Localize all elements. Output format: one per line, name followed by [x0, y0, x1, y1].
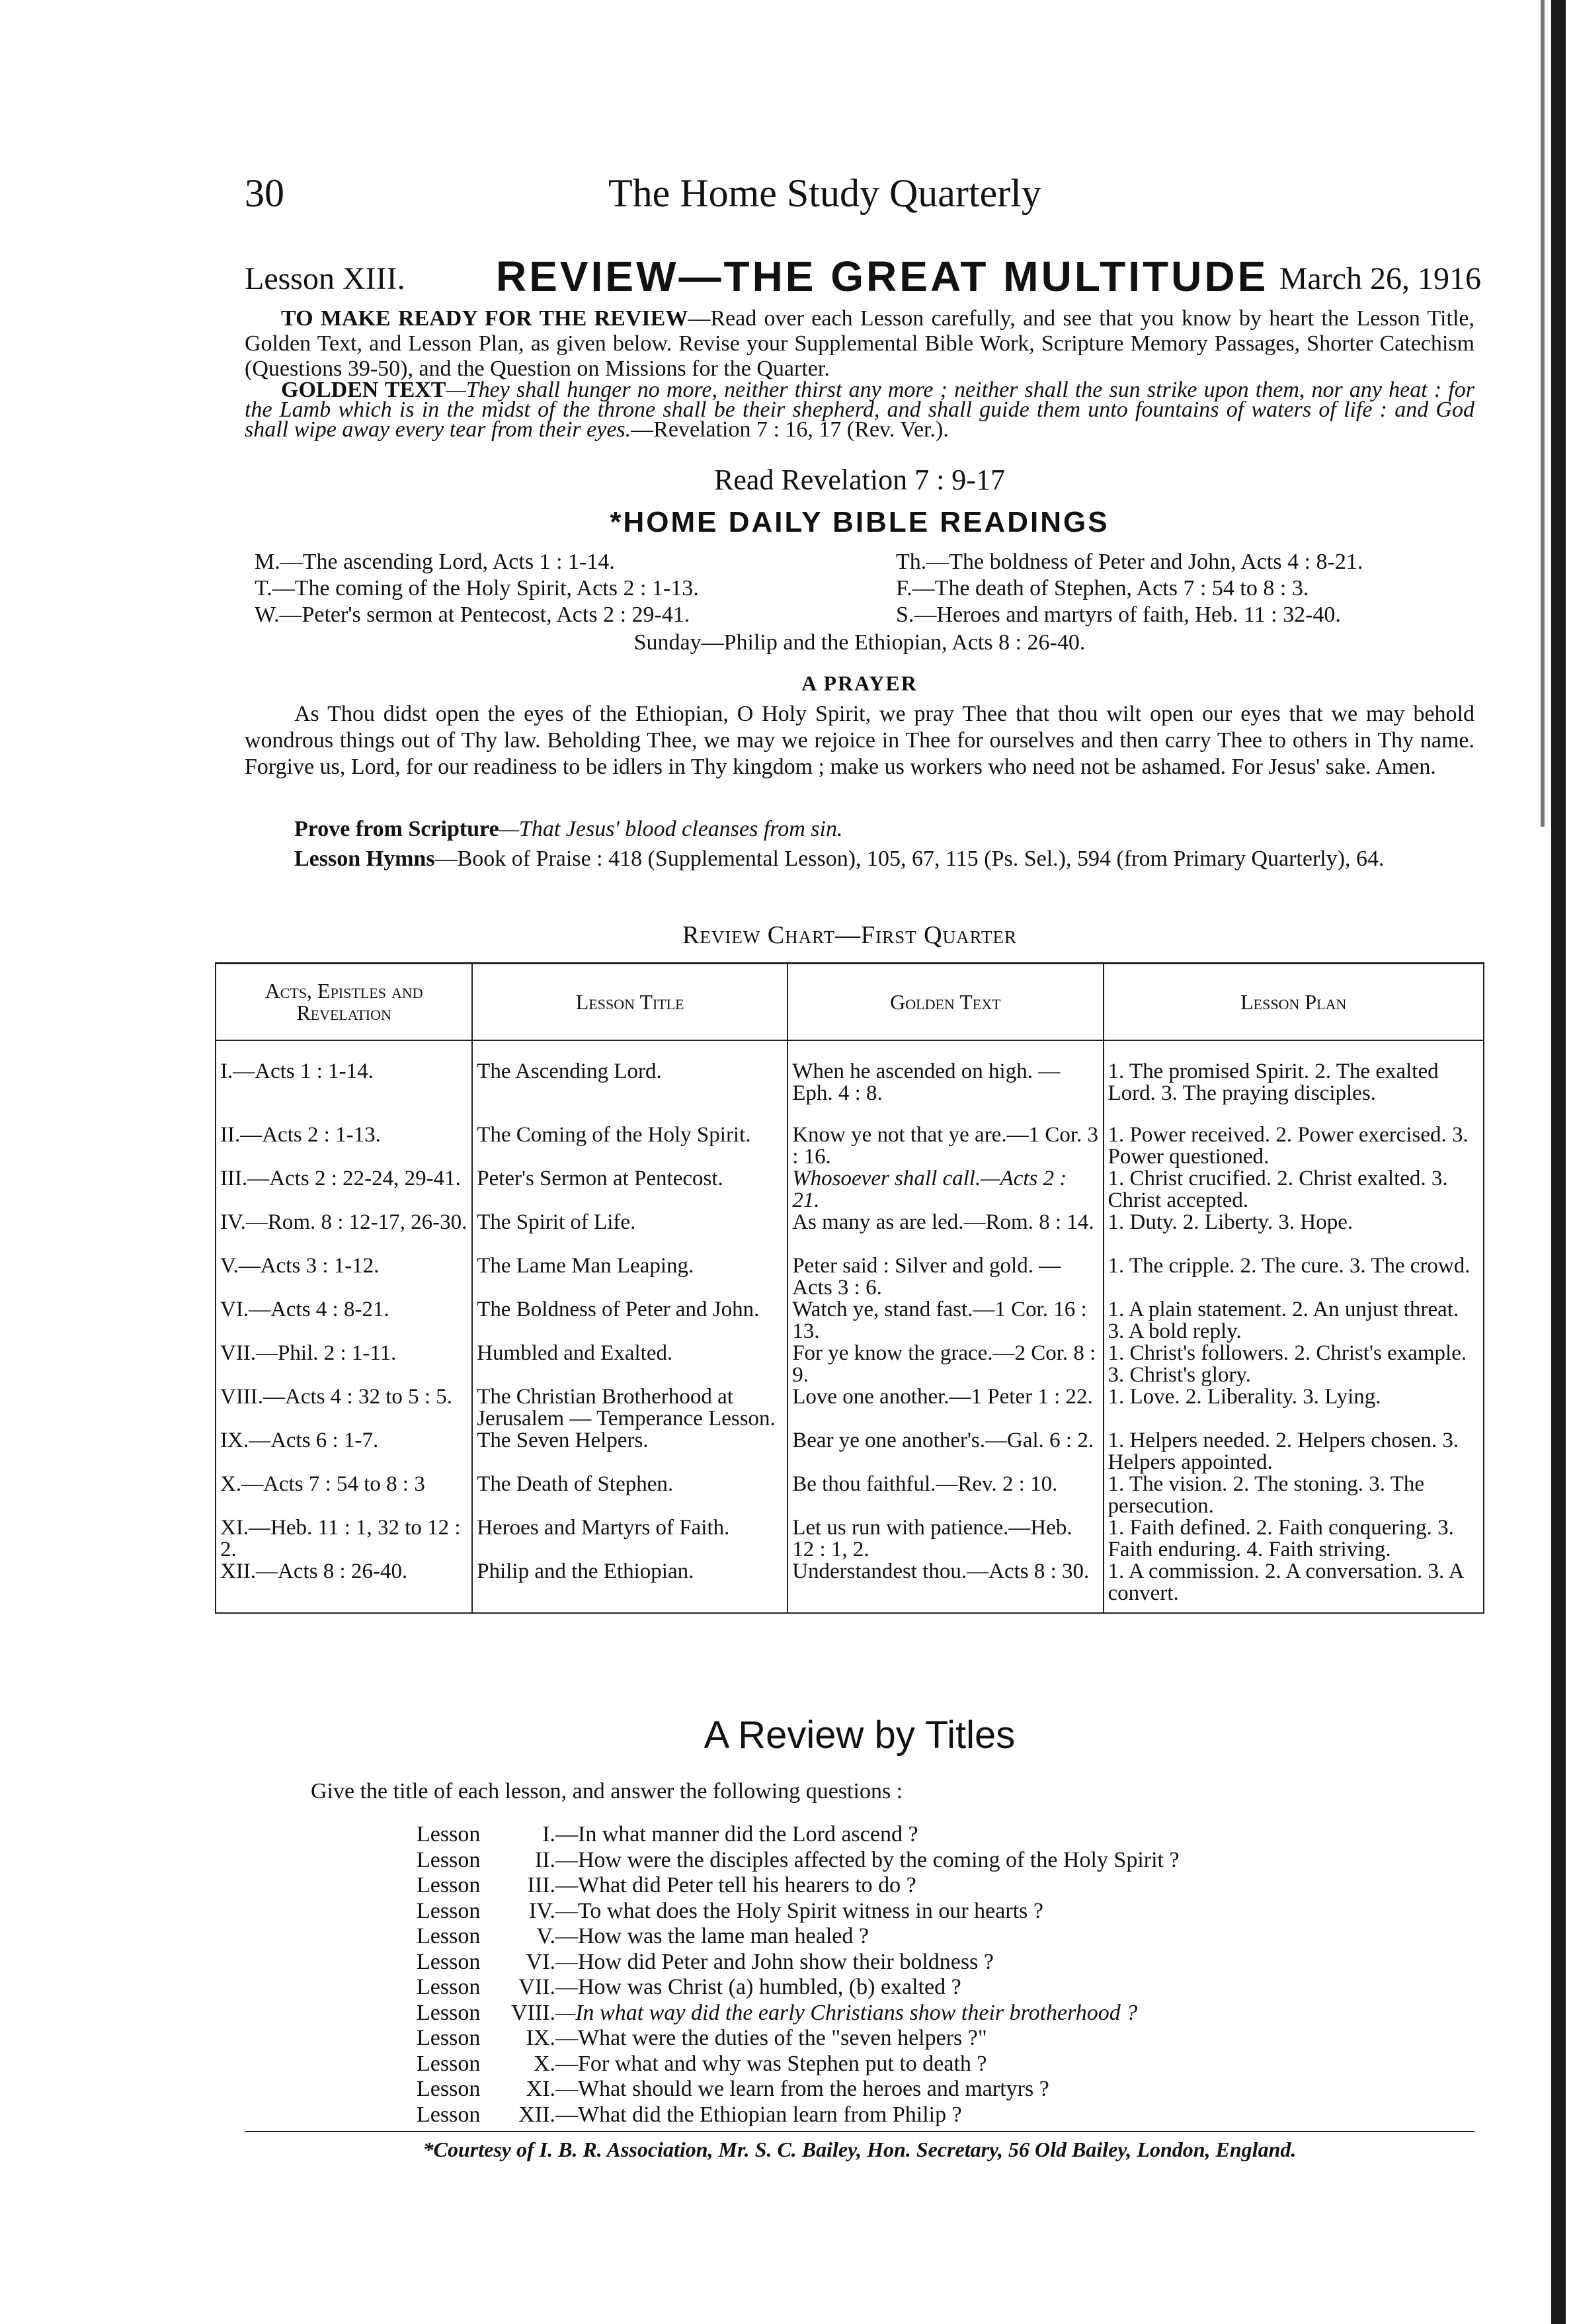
cell-title: The Death of Stephen. [472, 1473, 787, 1517]
golden-text-body: —They shall hunger no more, neither thirst any more ; neither shall the sun strike upon them, nor any heat : for the Lamb which is in the midst of the throne shall be their shepherd, and shall guide them unto fountains of waters of life : and God shall wipe away every tear from their eyes. [245, 378, 1475, 442]
cell-plan: 1. A plain statement. 2. An unjust threat. 3. A bold reply. [1104, 1299, 1484, 1343]
review-question-list [417, 1822, 1408, 2128]
cell-golden-text: As many as are led.—Rom. 8 : 14. [787, 1212, 1103, 1255]
cell-passage: II.—Acts 2 : 1-13. [216, 1124, 472, 1168]
cell-golden-text: Whosoever shall call.—Acts 2 : 21. [787, 1168, 1103, 1212]
footnote: *Courtesy of I. B. R. Association, Mr. S. C. Bailey, Hon. Secretary, 56 Old Bailey, London, England. [423, 2137, 1297, 2161]
cell-title: The Boldness of Peter and John. [472, 1299, 787, 1343]
review-chart [215, 962, 1484, 1614]
chart-header-acts: Acts, Epistles and Revelation [216, 964, 472, 1041]
cell-passage: I.—Acts 1 : 1-14. [216, 1040, 472, 1124]
cell-title: The Ascending Lord. [472, 1040, 787, 1124]
table-row [216, 1343, 1484, 1386]
table-row [216, 1517, 1484, 1561]
cell-title: The Seven Helpers. [472, 1430, 787, 1473]
table-row [216, 1255, 1484, 1299]
cell-passage: XI.—Heb. 11 : 1, 32 to 12 : 2. [216, 1517, 472, 1561]
list-item: Lesson XII.—What did the Ethiopian learn from Philip ? [417, 2102, 962, 2127]
prove-paragraph [245, 817, 1474, 842]
cell-plan: 1. Helpers needed. 2. Helpers chosen. 3. Helpers appointed. [1104, 1430, 1484, 1473]
review-titles-heading: A Review by Titles [704, 1714, 1016, 1757]
cell-plan: 1. A commission. 2. A conversation. 3. A convert. [1104, 1561, 1484, 1613]
list-item: Lesson II.—How were the disciples affected by the coming of the Holy Spirit ? [417, 1847, 1180, 1872]
list-item: Lesson X.—For what and why was Stephen put to death ? [417, 2051, 987, 2076]
cell-plan: 1. Love. 2. Liberality. 3. Lying. [1104, 1386, 1484, 1430]
cell-plan: 1. Power received. 2. Power exercised. 3. Power questioned. [1104, 1124, 1484, 1168]
read-line: Read Revelation 7 : 9-17 [714, 464, 1005, 496]
golden-text-reference: —Revelation 7 : 16, 17 (Rev. Ver.). [631, 417, 949, 442]
table-row [216, 1040, 1484, 1124]
cell-title: Peter's Sermon at Pentecost. [472, 1168, 787, 1212]
table-row [216, 1212, 1484, 1255]
cell-title: The Lame Man Leaping. [472, 1255, 787, 1299]
list-item: Lesson I.—In what manner did the Lord ascend ? [417, 1822, 918, 1847]
prove-label: Prove from Scripture [294, 817, 499, 841]
review-titles-intro: Give the title of each lesson, and answer the following questions : [311, 1779, 903, 1804]
reading-wednesday: W.—Peter's sermon at Pentecost, Acts 2 : 29-41. [255, 602, 690, 627]
hymns-text: —Book of Praise : 418 (Supplemental Lesson), 105, 67, 115 (Ps. Sel.), 594 (from Primary Quarterly), 64. [434, 847, 1385, 871]
cell-passage: VI.—Acts 4 : 8-21. [216, 1299, 472, 1343]
table-row [216, 1386, 1484, 1430]
daily-readings-title: *HOME DAILY BIBLE READINGS [610, 506, 1109, 538]
cell-title: Philip and the Ethiopian. [472, 1561, 787, 1613]
cell-golden-text: Let us run with patience.—Heb. 12 : 1, 2. [787, 1517, 1103, 1561]
footnote-rule [245, 2131, 1474, 2132]
list-item: Lesson IX.—What were the duties of the "seven helpers ?" [417, 2026, 987, 2050]
cell-passage: III.—Acts 2 : 22-24, 29-41. [216, 1168, 472, 1212]
cell-golden-text: Understandest thou.—Acts 8 : 30. [787, 1561, 1103, 1613]
cell-passage: V.—Acts 3 : 1-12. [216, 1255, 472, 1299]
golden-text-paragraph [245, 380, 1474, 440]
cell-golden-text: Be thou faithful.—Rev. 2 : 10. [787, 1473, 1103, 1517]
cell-golden-text: When he ascended on high. —Eph. 4 : 8. [787, 1040, 1103, 1124]
scan-edge-shadow [1551, 0, 1566, 2324]
daily-readings-left [255, 549, 876, 628]
list-item: Lesson VI.—How did Peter and John show their boldness ? [417, 1949, 994, 1974]
reading-thursday: Th.—The boldness of Peter and John, Acts 4 : 8-21. [896, 550, 1363, 574]
lesson-date: March 26, 1916 [1279, 261, 1481, 296]
prepare-label: TO MAKE READY FOR THE REVIEW [281, 306, 688, 331]
publication-title: The Home Study Quarterly [608, 171, 1041, 215]
cell-plan: 1. The vision. 2. The stoning. 3. The persecution. [1104, 1473, 1484, 1517]
cell-plan: 1. The cripple. 2. The cure. 3. The crowd. [1104, 1255, 1484, 1299]
cell-golden-text: Know ye not that ye are.—1 Cor. 3 : 16. [787, 1124, 1103, 1168]
table-row [216, 1299, 1484, 1343]
chart-header-row [216, 964, 1484, 1041]
table-row [216, 1124, 1484, 1168]
cell-golden-text: Bear ye one another's.—Gal. 6 : 2. [787, 1430, 1103, 1473]
reading-friday: F.—The death of Stephen, Acts 7 : 54 to 8 : 3. [896, 576, 1309, 601]
list-item: Lesson IV.—To what does the Holy Spirit witness in our hearts ? [417, 1898, 1043, 1923]
cell-title: Heroes and Martyrs of Faith. [472, 1517, 787, 1561]
prayer-text: As Thou didst open the eyes of the Ethiopian, O Holy Spirit, we pray Thee that thou wilt open our eyes that we may behold wondrous things out of Thy law. Beholding Thee, we may we rejoice in Thee for ourselves and then carry Thee to others in Thy name. Forgive us, Lord, for our readiness to be idlers in Thy kingdom ; make us workers who need not be ashamed. For Jesus' sake. Amen. [245, 702, 1474, 779]
prayer-title: A PRAYER [801, 671, 918, 695]
table-row [216, 1561, 1484, 1613]
table-row [216, 1168, 1484, 1212]
hymns-label: Lesson Hymns [294, 847, 435, 871]
chart-header-lesson-title: Lesson Title [472, 964, 787, 1041]
prove-text: —That Jesus' blood cleanses from sin. [499, 817, 843, 841]
reading-saturday: S.—Heroes and martyrs of faith, Heb. 11 : 32-40. [896, 602, 1341, 627]
cell-passage: VIII.—Acts 4 : 32 to 5 : 5. [216, 1386, 472, 1430]
lesson-header [245, 248, 1481, 301]
reading-monday: M.—The ascending Lord, Acts 1 : 1-14. [255, 550, 615, 574]
chart-header-golden-text: Golden Text [787, 964, 1103, 1041]
cell-title: The Coming of the Holy Spirit. [472, 1124, 787, 1168]
daily-readings-right [896, 549, 1478, 628]
cell-plan: 1. The promised Spirit. 2. The exalted Lord. 3. The praying disciples. [1104, 1040, 1484, 1124]
chart-header-lesson-plan: Lesson Plan [1104, 964, 1484, 1041]
list-item: Lesson XI.—What should we learn from the heroes and martyrs ? [417, 2077, 1049, 2101]
list-item: Lesson VIII.—In what way did the early Christians show their brotherhood ? [417, 2000, 1138, 2025]
lesson-title: REVIEW—THE GREAT MULTITUDE [496, 253, 1269, 300]
chart-title: Review Chart—First Quarter [682, 921, 1017, 949]
cell-golden-text: Watch ye, stand fast.—1 Cor. 16 : 13. [787, 1299, 1103, 1343]
cell-title: Humbled and Exalted. [472, 1343, 787, 1386]
list-item: Lesson III.—What did Peter tell his hearers to do ? [417, 1873, 916, 1897]
lesson-number: Lesson XIII. [245, 261, 405, 296]
cell-golden-text: Love one another.—1 Peter 1 : 22. [787, 1386, 1103, 1430]
list-item: Lesson VII.—How was Christ (a) humbled, (b) exalted ? [417, 1975, 961, 1999]
cell-passage: XII.—Acts 8 : 26-40. [216, 1561, 472, 1613]
list-item: Lesson V.—How was the lame man healed ? [417, 1924, 869, 1948]
page-number: 30 [245, 171, 284, 215]
table-row [216, 1430, 1484, 1473]
cell-passage: IX.—Acts 6 : 1-7. [216, 1430, 472, 1473]
scan-edge-shadow-inner [1541, 0, 1545, 827]
cell-golden-text: Peter said : Silver and gold. —Acts 3 : 6. [787, 1255, 1103, 1299]
cell-passage: VII.—Phil. 2 : 1-11. [216, 1343, 472, 1386]
cell-title: The Christian Brotherhood at Jerusalem — Temperance Lesson. [472, 1386, 787, 1430]
hymns-paragraph [245, 845, 1474, 873]
cell-plan: 1. Christ crucified. 2. Christ exalted. 3. Christ accepted. [1104, 1168, 1484, 1212]
cell-plan: 1. Faith defined. 2. Faith conquering. 3. Faith enduring. 4. Faith striving. [1104, 1517, 1484, 1561]
prepare-text: —Read over each Lesson carefully, and see that you know by heart the Lesson Title, Golden Text, and Lesson Plan, as given below. Revise your Supplemental Bible Work, Scripture Memory Passages, Shorter Catechism (Questions 39-50), and the Question on Missions for the Quarter. [245, 306, 1474, 381]
reading-sunday: Sunday—Philip and the Ethiopian, Acts 8 : 26-40. [633, 630, 1086, 655]
cell-golden-text: For ye know the grace.—2 Cor. 8 : 9. [787, 1343, 1103, 1386]
prepare-paragraph [245, 306, 1474, 382]
cell-title: The Spirit of Life. [472, 1212, 787, 1255]
cell-passage: IV.—Rom. 8 : 12-17, 26-30. [216, 1212, 472, 1255]
golden-text-label: GOLDEN TEXT [281, 378, 446, 402]
cell-plan: 1. Duty. 2. Liberty. 3. Hope. [1104, 1212, 1484, 1255]
table-row [216, 1473, 1484, 1517]
cell-plan: 1. Christ's followers. 2. Christ's example. 3. Christ's glory. [1104, 1343, 1484, 1386]
cell-passage: X.—Acts 7 : 54 to 8 : 3 [216, 1473, 472, 1517]
reading-tuesday: T.—The coming of the Holy Spirit, Acts 2 : 1-13. [255, 576, 699, 601]
